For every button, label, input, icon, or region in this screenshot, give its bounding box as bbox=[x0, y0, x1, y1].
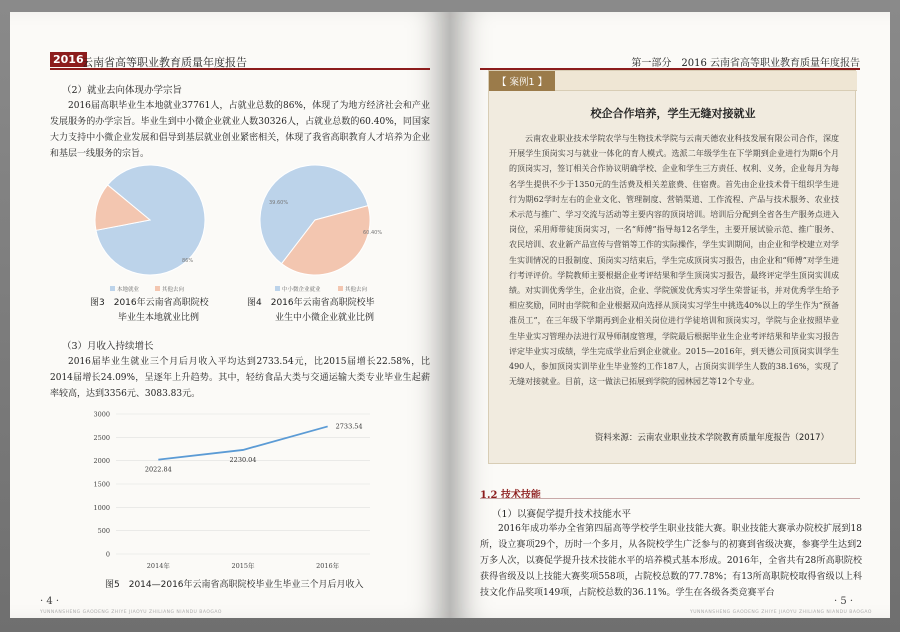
case-source: 资料来源：云南农业职业技术学院教育质量年度报告（2017） bbox=[594, 433, 829, 443]
data-label: 2022.84 bbox=[144, 465, 172, 474]
legend-swatch-1 bbox=[110, 286, 115, 291]
figure-4-caption-line2: 业生中小微企业就业比例 bbox=[275, 313, 375, 323]
legend-label-1: 中小微企业就业 bbox=[282, 287, 321, 292]
figure-4-caption-line1: 图4 2016年云南省高职院校毕 bbox=[247, 298, 375, 308]
y-tick-label: 1000 bbox=[93, 503, 110, 512]
figure-3-caption bbox=[90, 296, 209, 326]
data-label: 2230.04 bbox=[229, 455, 257, 464]
legend-swatch-2 bbox=[338, 286, 343, 291]
case-tag-bar bbox=[489, 71, 857, 91]
subsection-1-title: （1）以赛促学提升技术技能水平 bbox=[492, 509, 632, 520]
case-study-box bbox=[488, 70, 856, 464]
right-header: 第一部分 2016 云南省高等职业教育质量年度报告 bbox=[480, 52, 860, 70]
legend-label-2: 其他去向 bbox=[345, 287, 368, 292]
y-tick-label: 2000 bbox=[93, 457, 110, 466]
left-footer: YUNNANSHENG GAODENG ZHIYE JIAOYU ZHILIANG NIANDU BAOGAO bbox=[40, 610, 222, 615]
y-tick-label: 1500 bbox=[93, 480, 110, 489]
data-label: 2733.54 bbox=[335, 422, 363, 431]
left-header bbox=[50, 52, 430, 70]
legend-swatch-1 bbox=[275, 286, 280, 291]
figure-5-caption: 图5 2014—2016年云南省高职院校毕业生毕业三个月后月收入 bbox=[105, 580, 364, 590]
pie-data-label-1: 86% bbox=[182, 258, 194, 264]
x-tick-label: 2016年 bbox=[316, 562, 340, 570]
figure-3-caption-line1: 图3 2016年云南省高职院校 bbox=[90, 298, 209, 308]
case-tag-label: 【 案例1 】 bbox=[489, 71, 555, 91]
section-2-title: （2）就业去向体现办学宗旨 bbox=[62, 85, 183, 96]
section-3-title: （3）月收入持续增长 bbox=[62, 341, 154, 352]
figure-5-line-chart bbox=[70, 402, 390, 577]
figure-3-caption-line2: 毕业生本地就业比例 bbox=[118, 313, 200, 323]
legend-swatch-2 bbox=[155, 286, 160, 291]
section-1-2-paragraph: 2016年成功举办全省第四届高等学校学生职业技能大赛。职业技能大赛承办院校扩展到18所，设立赛项29个，历时一个多月，从各院校学生广泛参与的初赛到省级决赛，参赛学生达到2万多人次，以赛促学提升技术技能水平的培养模式基本形成。2016年，全省共有28所高职院校获得省级及以上技能大赛奖项558项，占院校总数的77.78%；有13所高职院校取得省级以上科技文化作品奖项149项，占院校总数的36.11%。学生在各级各类竞赛平台 bbox=[480, 524, 862, 598]
right-footer: YUNNANSHENG GAODENG ZHIYE JIAOYU ZHILIANG NIANDU BAOGAO bbox=[690, 610, 872, 615]
x-tick-label: 2014年 bbox=[146, 562, 170, 570]
series-line bbox=[158, 426, 327, 459]
y-tick-label: 0 bbox=[105, 550, 110, 559]
section-divider bbox=[480, 498, 860, 499]
y-tick-label: 500 bbox=[97, 527, 110, 536]
header-year-badge: 2016 bbox=[50, 52, 87, 67]
left-page bbox=[10, 12, 450, 618]
y-tick-label: 2500 bbox=[93, 433, 110, 442]
section-2-paragraph: 2016届高职毕业生本地就业37761人，占就业总数的86%，体现了为地方经济社会和产业发展服务的办学宗旨。毕业生到中小微企业就业人数30326人，占就业总数的60.40%，同国家大力支持中小微企业发展和倡导到基层就业创业紧密相关，体现了我省高职教育人才培养为企业和基层一线服务的宗旨。 bbox=[50, 101, 430, 159]
legend-label-2: 其他去向 bbox=[162, 287, 185, 292]
left-page-number: · 4 · bbox=[40, 596, 60, 607]
pie-data-label-2: 39.60% bbox=[269, 200, 289, 206]
right-page-number: · 5 · bbox=[834, 596, 854, 607]
case-body: 云南农业职业技术学院农学与生物技术学院与云南天德农业科技发展有限公司合作，深度开展学生顶岗实习与就业一体化的育人模式。选派二年级学生在下学期到企业进行为期6个月的顶岗实习，签订相关合作协议明确学校、企业和学生三方责任、权利、义务，企业每月为每名学生提供不少于1350元的生活费及相关差旅费、住宿费。首先由企业技术骨干组织学生进行为期62学时左右的企业文化、管理制度、营销渠道、工作流程、产品与技术服务、农业技术示范与推广、学习交流与活动等主要内容的顶岗培训。培训后分配到全省各生产服务点进入岗位，采用师带徒顶岗实习，一名“师傅”指导每12名学生，主要开展试验示范、推广服务、农民培训、农业新产品宣传与营销等工作的实际操作，学生实训期间，由企业和学校建立对学生实训情况的日报制度、顶岗实习结束后，学生完成顶岗实习报告，由企业和“师傅”对学生进行考评评价。学院教师主要根据企业考评结果和学生顶岗实习报告，最终评定学生顶岗实训成绩。对实训优秀学生，企业出资，企业、学院颁发优秀实习学生荣誉证书，并对优秀学生给予相应奖励，同时由学院和企业根据双向选择从顶岗实习学生中挑选40%以上的学生作为“预备准员工”，在三年级下学期再到企业相关岗位进行学徒培训和顶岗实习，学院与企业按照毕业生毕业实习管理办法进行双导师制度管理，学院最后根据毕业生企业考评结果和毕业实习报告评定毕业实习成绩，学生完成学业后到企业就业。2015—2016年，到天德公司顶岗实训学生490人，参加顶岗实训毕业生毕业签约工作187人，占顶岗实训学生人数的38.16%，实现了无缝对接就业。目前，这一做法已拓展到学院的园林园艺等12个专业。 bbox=[509, 134, 839, 387]
x-tick-label: 2015年 bbox=[231, 562, 255, 570]
section-3-paragraph: 2016届毕业生就业三个月后月收入平均达到2733.54元，比2015届增长22.58%，比2014届增长24.09%，呈逐年上升趋势。其中，轻纺食品大类与交通运输大类专业毕业生起薪率较高，达到3356元、3083.83元。 bbox=[50, 357, 430, 399]
section-1-2-title: 1.2 技术技能 bbox=[480, 490, 541, 501]
y-tick-label: 3000 bbox=[93, 410, 110, 419]
figure-4-caption bbox=[247, 296, 375, 326]
figure-3-pie-chart bbox=[70, 162, 230, 292]
figure-4-pie-chart bbox=[235, 162, 395, 292]
header-title: 云南省高等职业教育质量年度报告 bbox=[82, 56, 247, 69]
pie-data-label-1: 60.40% bbox=[363, 230, 383, 236]
case-title: 校企合作培养，学生无缝对接就业 bbox=[590, 107, 756, 120]
legend-label-1: 本地就业 bbox=[117, 287, 140, 292]
right-page bbox=[450, 12, 890, 618]
